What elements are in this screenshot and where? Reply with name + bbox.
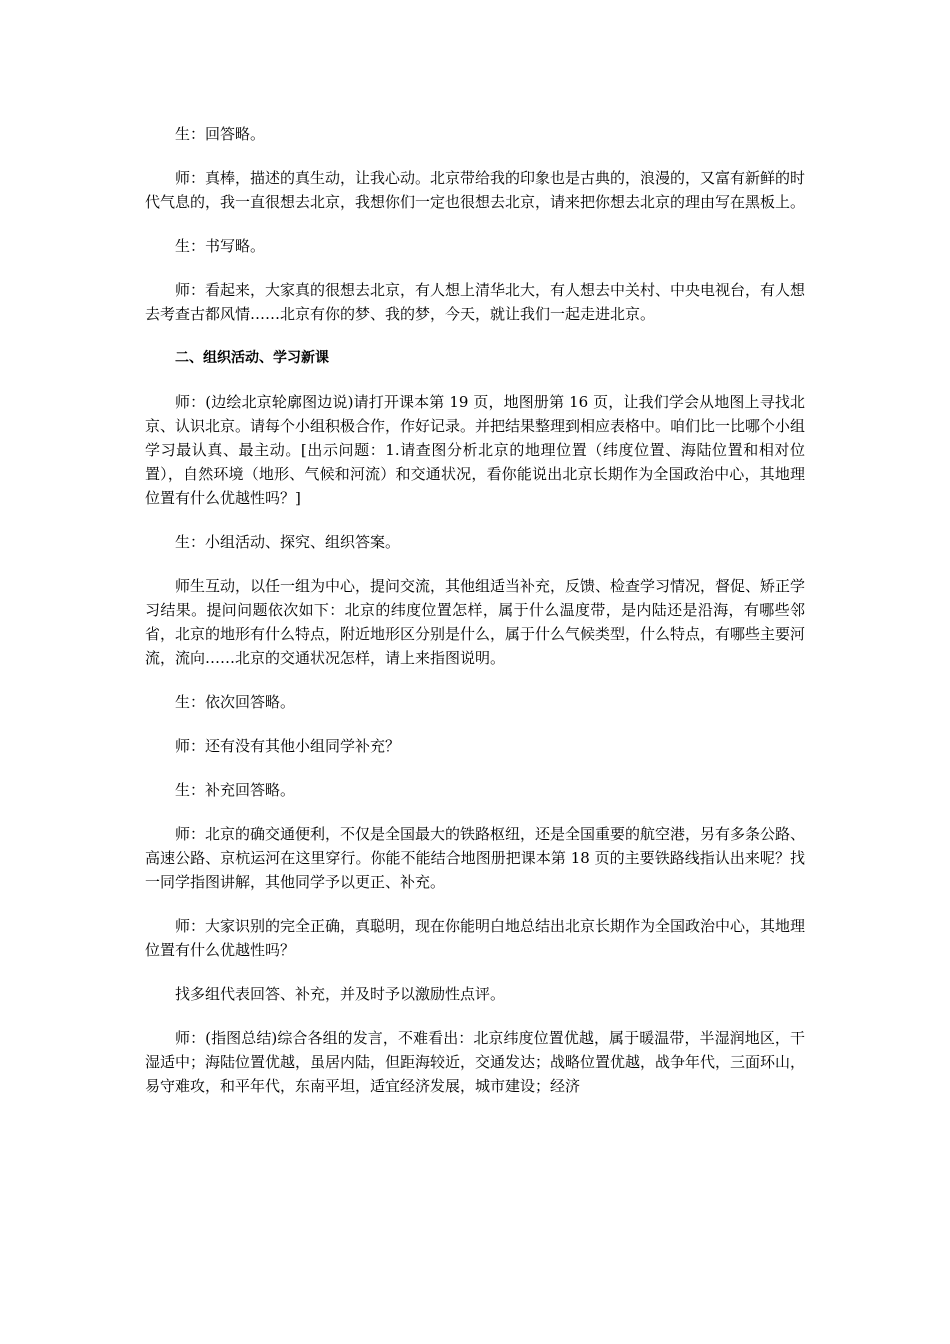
- paragraph: 生：补充回答略。: [175, 781, 296, 799]
- paragraph: 师：大家识别的完全正确，真聪明，现在你能明白地总结出北京长期作为全国政治中心，其地理位置有什么优越性吗？: [145, 917, 806, 959]
- section-heading: 二、组织活动、学习新课: [175, 350, 329, 366]
- paragraph: 师：(指图总结)综合各组的发言，不难看出：北京纬度位置优越，属于暖温带，半湿润地区，干湿适中；海陆位置优越，虽居内陆，但距海较近，交通发达；战略位置优越，战争年代，三面环山，易守难攻，和平年代，东南平坦，适宜经济发展，城市建设；经济: [145, 1029, 806, 1095]
- paragraph: 生：回答略。: [175, 125, 266, 143]
- paragraph: 生：小组活动、探究、组织答案。: [175, 533, 401, 551]
- paragraph: 师：看起来，大家真的很想去北京，有人想上清华北大，有人想去中关村、中央电视台，有人想去考查古都风情……北京有你的梦、我的梦，今天，就让我们一起走进北京。: [145, 281, 806, 323]
- paragraph: 师：北京的确交通便利，不仅是全国最大的铁路枢纽，还是全国重要的航空港，另有多条公路、高速公路、京杭运河在这里穿行。你能不能结合地图册把课本第 18 页的主要铁路线指认出来呢？找一同学指图讲解，其他同学予以更正、补充。: [145, 825, 806, 891]
- paragraph: 找多组代表回答、补充，并及时予以激励性点评。: [175, 985, 506, 1003]
- paragraph: 生：书写略。: [175, 237, 266, 255]
- document-body: [145, 122, 805, 1118]
- paragraph: 师生互动，以任一组为中心，提问交流，其他组适当补充，反馈、检查学习情况，督促、矫正学习结果。提问问题依次如下：北京的纬度位置怎样，属于什么温度带，是内陆还是沿海，有哪些邻省，北京的地形有什么特点，附近地形区分别是什么，属于什么气候类型，什么特点，有哪些主要河流，流向……北京的交通状况怎样，请上来指图说明。: [145, 577, 806, 667]
- paragraph: 生：依次回答略。: [175, 693, 296, 711]
- paragraph: 师：还有没有其他小组同学补充？: [175, 737, 401, 755]
- paragraph: 师：真棒，描述的真生动，让我心动。北京带给我的印象也是古典的，浪漫的，又富有新鲜的时代气息的，我一直很想去北京，我想你们一定也很想去北京，请来把你想去北京的理由写在黑板上。: [145, 169, 806, 211]
- paragraph: 师：(边绘北京轮廓图边说)请打开课本第 19 页，地图册第 16 页，让我们学会从地图上寻找北京、认识北京。请每个小组积极合作，作好记录。并把结果整理到相应表格中。咱们比一比哪个小组学习最认真、最主动。[出示问题：1.请查图分析北京的地理位置（纬度位置、海陆位置和相对位置），自然环境（地形、气候和河流）和交通状况，看你能说出北京长期作为全国政治中心，其地理位置有什么优越性吗？]: [145, 393, 806, 507]
